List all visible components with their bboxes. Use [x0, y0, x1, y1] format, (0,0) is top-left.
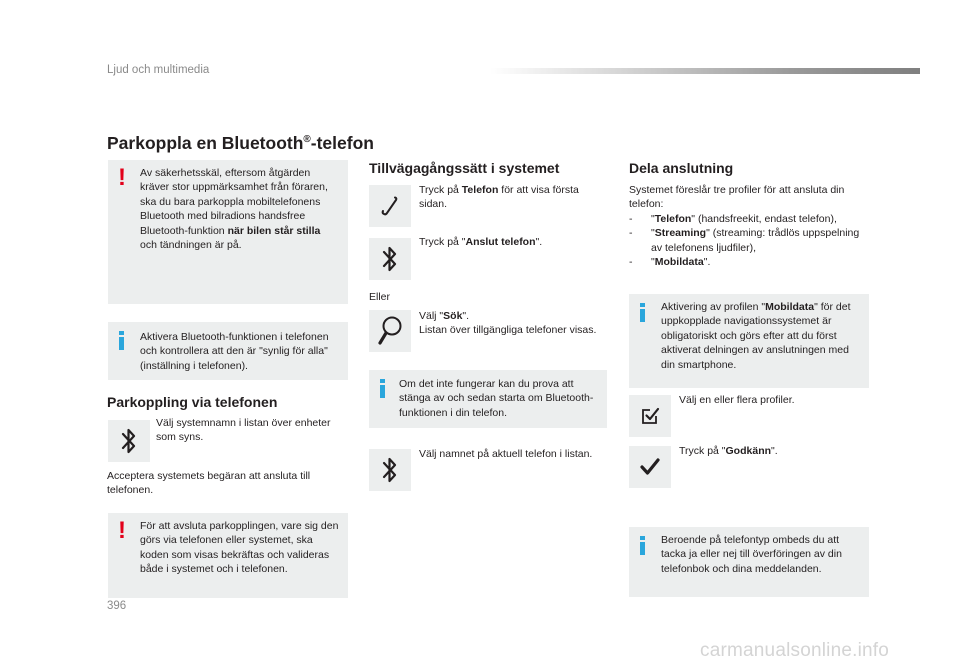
- warning-text-safety: Av säkerhetsskäl, eftersom åtgärden kräver stor uppmärksamhet från föraren, ska du bara parkoppla mobiltelefonens Bluetooth med bilradions handsfree Bluetooth-funktion när bilen står stilla och tändningen är på.: [140, 167, 328, 252]
- info-text-mobile-data: Aktivering av profilen "Mobildata" för det uppkopplade navigationssystemet är obligatoriskt och görs efter att du först aktiverat delningen av anslutningen med din smartphone.: [661, 301, 851, 371]
- step-select-phone-name: Välj namnet på aktuell telefon i listan.: [419, 448, 593, 460]
- info-text-phonebook: Beroende på telefontyp ombeds du att tacka ja eller nej till överföringen av din telefonbok och dina meddelanden.: [661, 534, 842, 575]
- profile-list: [629, 212, 865, 270]
- heading-system-procedure: Tillvägagångssätt i systemet: [369, 160, 560, 176]
- page-title: Parkoppla en Bluetooth®-telefon: [107, 133, 374, 153]
- bluetooth-icon: [369, 238, 411, 280]
- step-search: Välj "Sök". Listan över tillgängliga telefoner visas.: [419, 310, 597, 337]
- info-box-restart: [369, 370, 607, 428]
- info-text-restart: Om det inte fungerar kan du prova att stänga av och sedan starta om Bluetooth-funktionen i din telefon.: [399, 378, 594, 419]
- warning-box-code: [108, 513, 348, 598]
- heading-pairing-phone: Parkoppling via telefonen: [107, 394, 278, 410]
- warning-box-safety: [108, 160, 348, 304]
- checkmark-icon: [629, 446, 671, 488]
- text-accept-request: Acceptera systemets begäran att ansluta till telefonen.: [107, 470, 311, 497]
- warning-icon: !: [118, 164, 126, 191]
- text-profiles-intro: Systemet föreslår tre profiler för att ansluta din telefon:: [629, 184, 845, 211]
- list-item: - "Telefon" (handsfreekit, endast telefon),: [629, 213, 837, 225]
- info-box-mobile-data: [629, 294, 869, 388]
- step-select-profiles: Välj en eller flera profiler.: [679, 394, 795, 406]
- step-press-approve: Tryck på "Godkänn".: [679, 445, 778, 457]
- phone-icon: [369, 185, 411, 227]
- step-connect-phone: Tryck på "Anslut telefon".: [419, 236, 543, 248]
- info-box-bluetooth: [108, 322, 348, 380]
- search-icon: [369, 310, 411, 352]
- info-text-bluetooth: Aktivera Bluetooth-funktionen i telefonen och kontrollera att den är "synlig för alla" (inställning i telefonen).: [140, 331, 329, 372]
- header-divider: [490, 68, 920, 74]
- page-number: 396: [107, 600, 127, 612]
- bluetooth-icon: [108, 420, 150, 462]
- warning-text-code: För att avsluta parkopplingen, vare sig den görs via telefonen eller systemet, ska koden som visas bekräftas och valideras både i systemet och i telefonen.: [140, 520, 339, 576]
- text-or: Eller: [369, 291, 391, 303]
- checkbox-icon: [629, 395, 671, 437]
- step-press-phone: Tryck på Telefon för att visa första sidan.: [419, 184, 579, 211]
- info-box-phonebook: [629, 527, 869, 597]
- step-select-system: Välj systemnamn i listan över enheter som syns.: [156, 417, 331, 444]
- section-header: Ljud och multimedia: [107, 64, 210, 76]
- warning-icon: !: [118, 517, 126, 544]
- heading-share-connection: Dela anslutning: [629, 160, 734, 176]
- list-item: - "Mobildata".: [629, 256, 711, 269]
- bluetooth-icon: [369, 449, 411, 491]
- watermark: carmanualsonline.info: [700, 640, 890, 661]
- list-item: - "Streaming" (streaming: trådlös uppspelning av telefonens ljudfiler),: [629, 227, 860, 254]
